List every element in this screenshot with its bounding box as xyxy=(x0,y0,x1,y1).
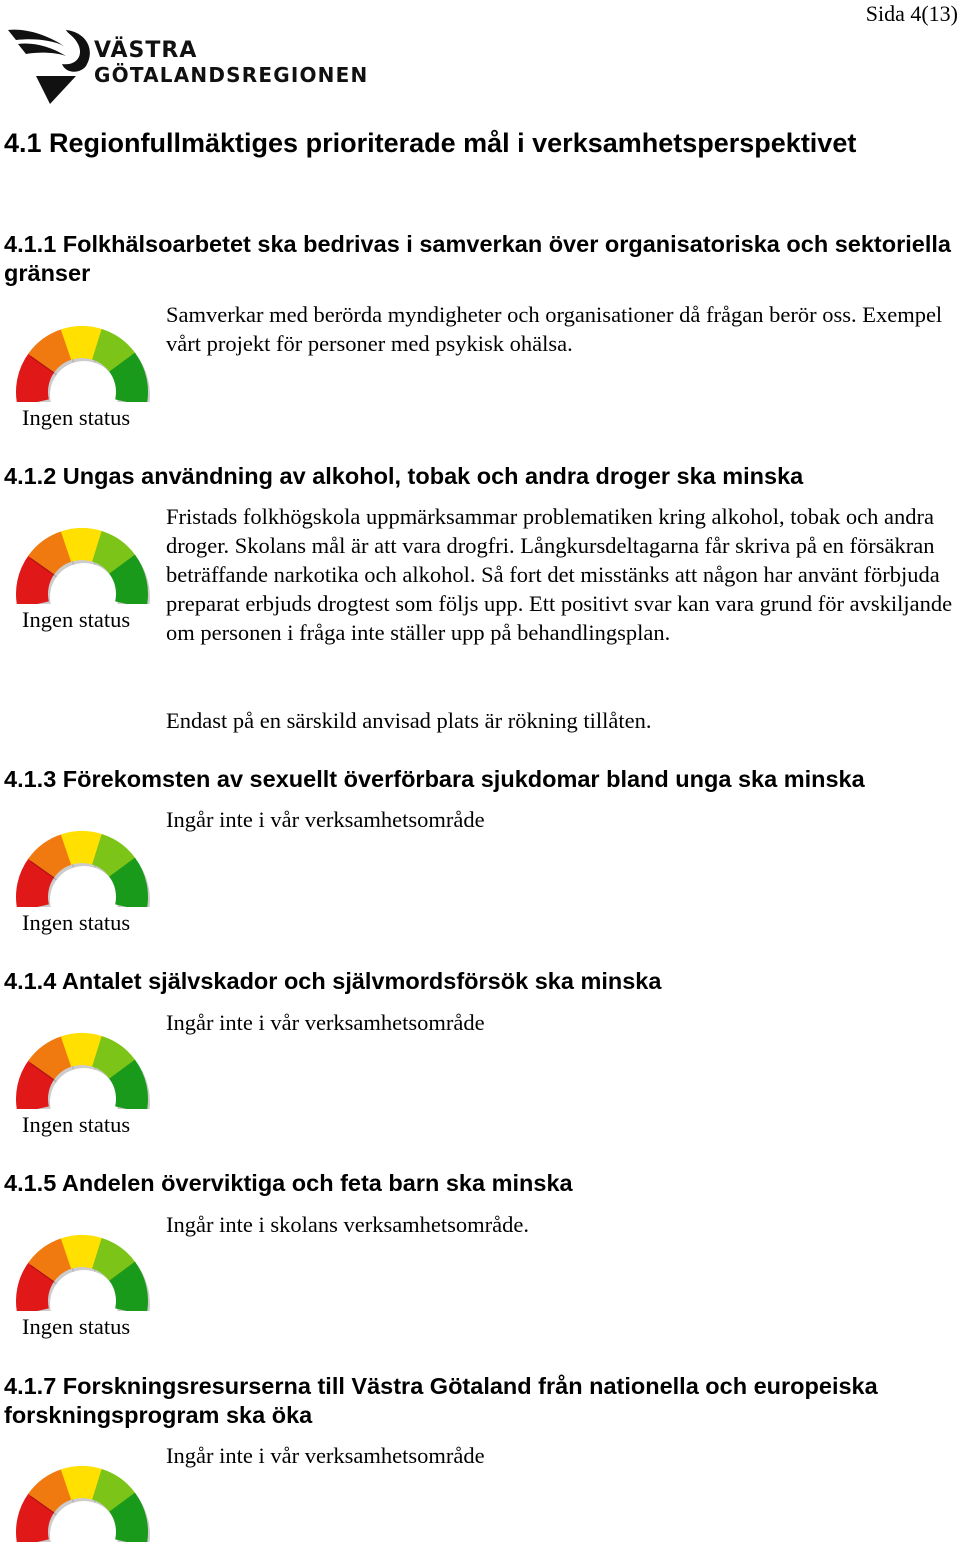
goal-title: 4.1.4 Antalet självskador och självmordsförsök ska minska xyxy=(4,968,662,994)
status-label: Ingen status xyxy=(22,1314,131,1339)
goal-description: Fristads folkhögskola uppmärksammar problematiken kring alkohol, tobak och andra droger. Skolans mål är att vara drogfri. Långkursdeltagarna får skriva på en försäkran beträffande narkotika och alkohol. Så fort det misstänks att någon har använt förbjuda preparat erbjuds drogtest som följs upp. Ett positivt svar kan vara grund för avskiljande om personen i fråga inte ställer upp på behandlingsplan. xyxy=(166,504,953,645)
goal-title: 4.1.3 Förekomsten av sexuellt överförbara sjukdomar bland unga ska minska xyxy=(4,766,865,792)
goal-title: 4.1.5 Andelen överviktiga och feta barn ska minska xyxy=(4,1170,573,1196)
vgr-logo xyxy=(6,26,396,106)
vgr-emblem-icon xyxy=(6,26,96,106)
goal-description: Ingår inte i skolans verksamhetsområde. xyxy=(166,1212,530,1237)
status-gauge-icon xyxy=(12,815,152,907)
status-gauge-icon xyxy=(12,310,152,402)
status-gauge-icon xyxy=(12,1219,152,1311)
page-number: Sida 4(13) xyxy=(865,1,958,26)
goal-title: 4.1.7 Forskningsresurserna till Västra Götaland från nationella och europeiska forskningsprogram ska öka xyxy=(4,1373,878,1428)
status-gauge-icon xyxy=(12,1450,152,1542)
goal-description: Ingår inte i vår verksamhetsområde xyxy=(166,1443,485,1468)
goal-title: 4.1.2 Ungas användning av alkohol, tobak och andra droger ska minska xyxy=(4,463,804,489)
goal-title: 4.1.1 Folkhälsoarbetet ska bedrivas i samverkan över organisatoriska och sektoriella gränser xyxy=(4,231,951,286)
section-title: 4.1 Regionfullmäktiges prioriterade mål i verksamhetsperspektivet xyxy=(4,128,857,158)
goal-description: Ingår inte i vår verksamhetsområde xyxy=(166,1010,485,1035)
logo-text-line2: GÖTALANDSREGIONEN xyxy=(94,63,369,87)
goal-description: Ingår inte i vår verksamhetsområde xyxy=(166,807,485,832)
status-label: Ingen status xyxy=(22,405,131,430)
status-gauge-icon xyxy=(12,1017,152,1109)
status-label: Ingen status xyxy=(22,1112,131,1137)
status-label: Ingen status xyxy=(22,607,131,632)
logo-text-line1: VÄSTRA xyxy=(94,38,198,63)
goal-description: Samverkar med berörda myndigheter och organisationer då frågan berör oss. Exempel vårt projekt för personer med psykisk ohälsa. xyxy=(166,302,943,356)
status-label: Ingen status xyxy=(22,910,131,935)
goal-description: Endast på en särskild anvisad plats är rökning tillåten. xyxy=(166,708,652,733)
status-gauge-icon xyxy=(12,512,152,604)
